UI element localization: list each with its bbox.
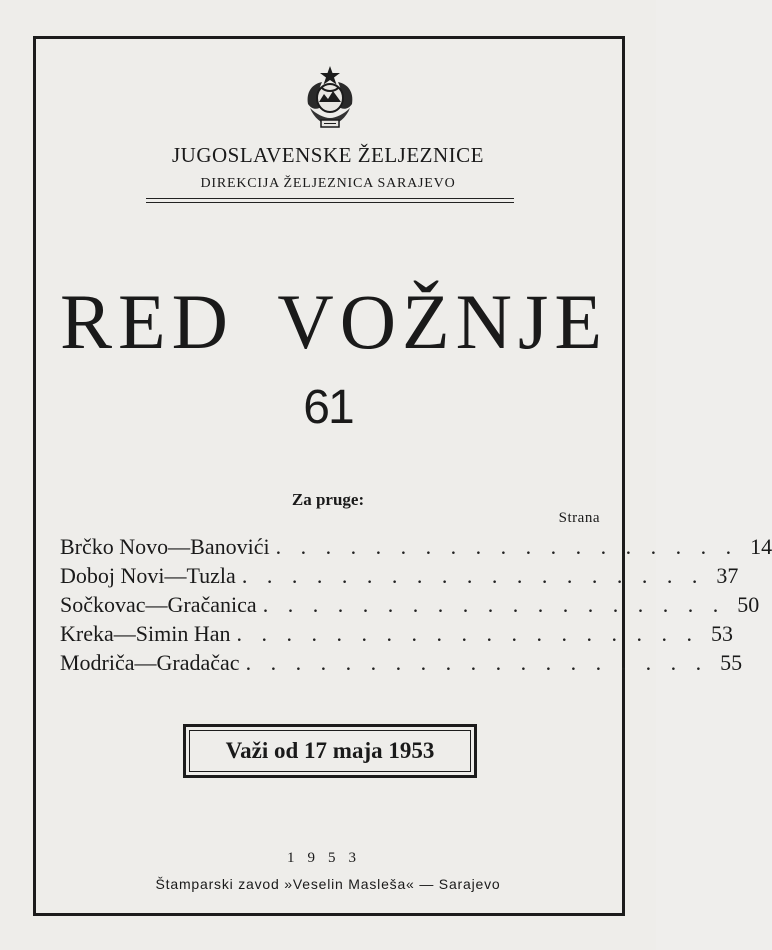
title-word-voznje: VOŽNJE: [277, 278, 608, 365]
validity-text: Važi od 17 maja 1953: [189, 730, 471, 772]
leader-dots: . . . . . . . . . . . . . . . . . . .: [241, 563, 705, 588]
route-name: Kreka—Simin Han: [60, 621, 231, 646]
organization-name: JUGOSLAVENSKE ŽELJEZNICE: [171, 143, 485, 167]
route-page-number: 37: [716, 563, 739, 588]
route-name: Modriča—Gradačac: [60, 650, 240, 675]
directorate-name: DIREKCIJA ŽELJEZNICA SARAJEVO: [200, 176, 456, 191]
list-item: [60, 563, 739, 592]
header-rule-top: [146, 198, 514, 199]
list-item: [60, 621, 733, 650]
printer-imprint: Štamparski zavod »Veselin Masleša« — Sarajevo: [155, 876, 501, 892]
leader-dots: . . . . . . . . . . . . . . . . . . .: [236, 621, 699, 646]
main-title: [60, 278, 608, 365]
list-item: [60, 592, 760, 621]
leader-dots: . . . . . . . . . . . . . . . . . . .: [245, 650, 709, 675]
route-page-number: 53: [710, 621, 733, 646]
page-border-frame: [33, 36, 625, 916]
page-column-label: Strana: [558, 510, 600, 526]
leader-dots: . . . . . . . . . . . . . . . . . . .: [262, 592, 726, 617]
publication-year: 1953: [287, 850, 369, 866]
header-rule-bottom: [146, 202, 514, 203]
leader-dots: . . . . . . . . . . . . . . . . . . .: [275, 534, 739, 559]
validity-box: [183, 724, 477, 778]
title-word-red: RED: [60, 278, 234, 365]
routes-intro: Za pruge:: [291, 490, 365, 509]
route-page-number: 55: [720, 650, 743, 675]
list-item: [60, 650, 743, 679]
list-item: [60, 534, 772, 563]
route-page-number: 50: [737, 592, 760, 617]
route-name: Doboj Novi—Tuzla: [60, 563, 236, 588]
timetable-number: 61: [303, 381, 353, 434]
routes-list: [60, 534, 772, 679]
route-page-number: 14: [750, 534, 772, 559]
route-name: Brčko Novo—Banovići: [60, 534, 270, 559]
yugoslav-coat-of-arms-icon: [300, 64, 360, 132]
route-name: Sočkovac—Gračanica: [60, 592, 257, 617]
